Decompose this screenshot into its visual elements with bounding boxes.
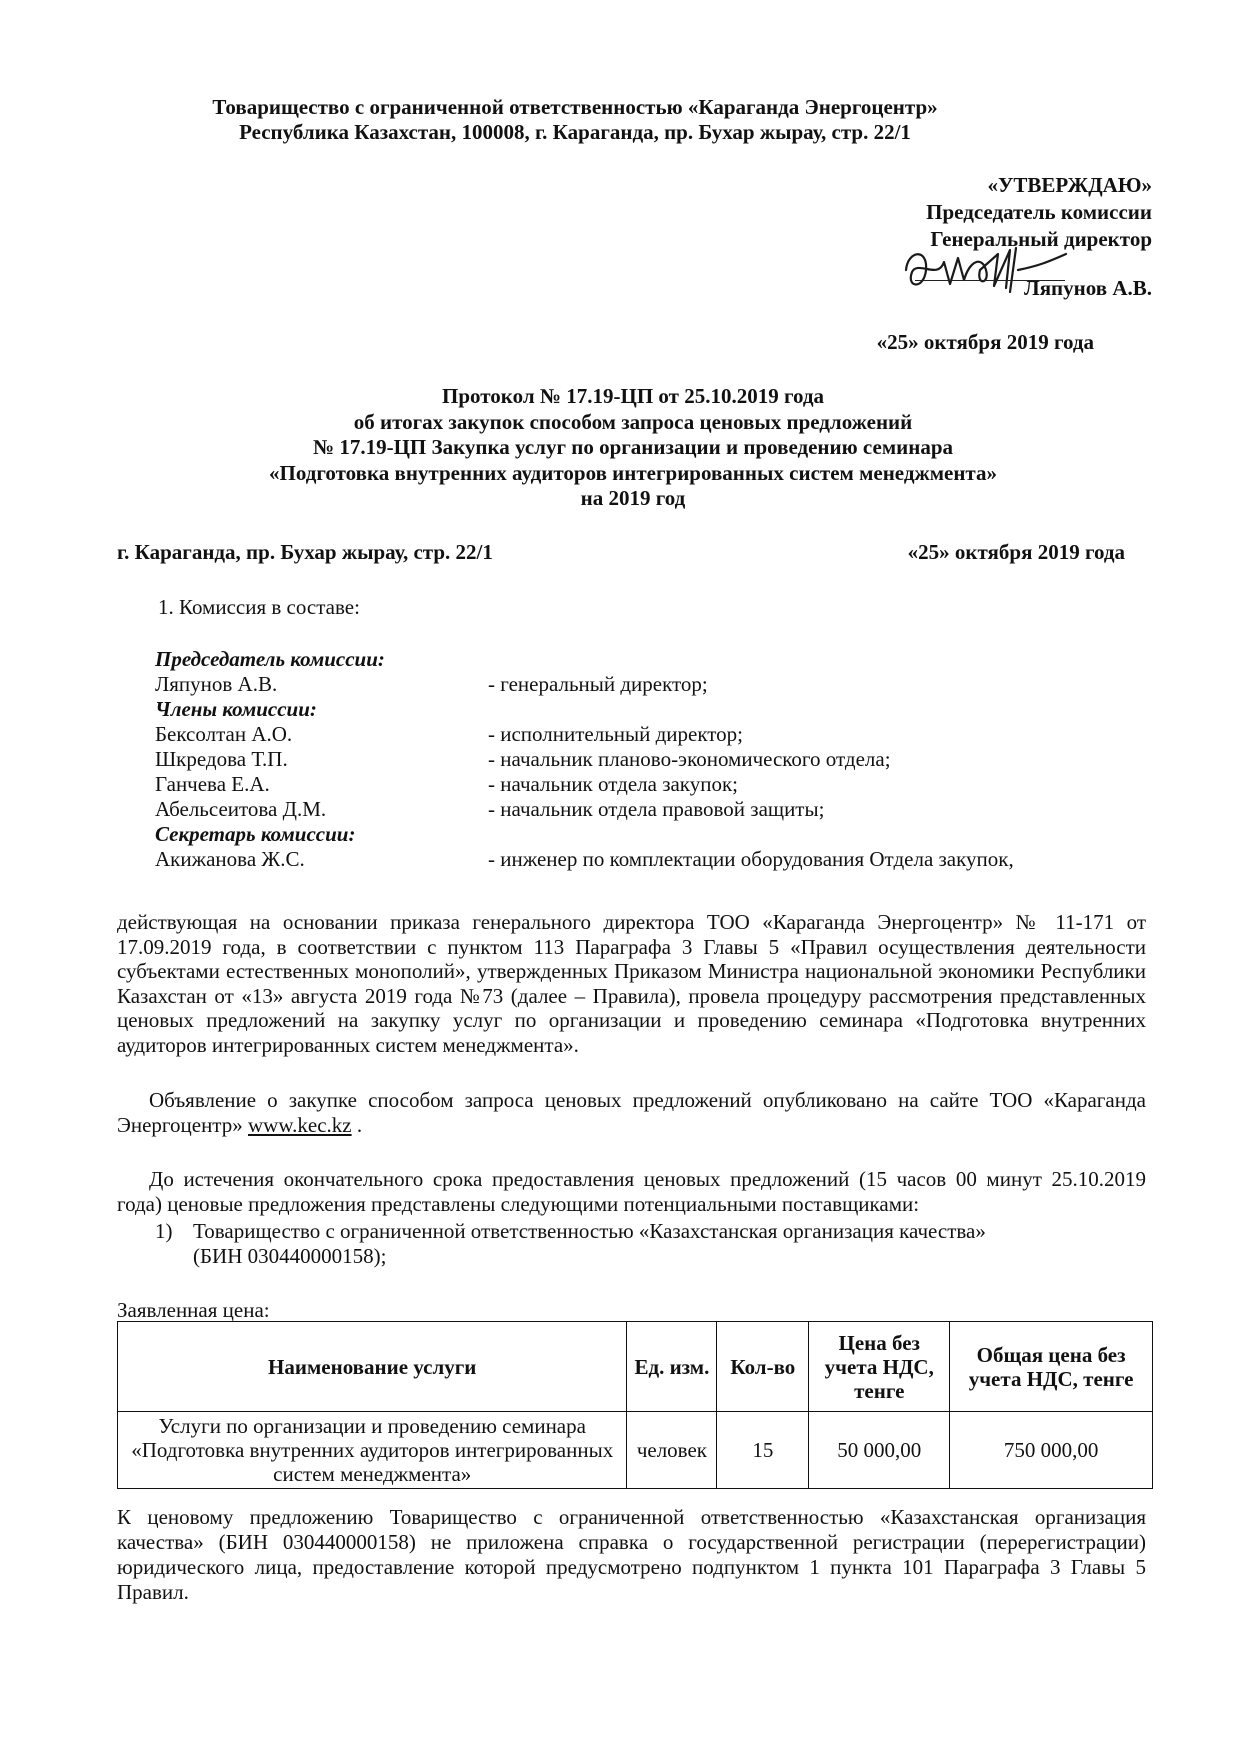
protocol-title-line4: «Подготовка внутренних аудиторов интегрированных систем менеджмента» [269, 460, 997, 485]
basis-paragraph: действующая на основании приказа генерального директора ТОО «Караганда Энергоцентр» № 11-171 от 17.09.2019 года, в соответствии с пунктом 113 Параграфа 3 Главы 5 «Правил осуществления деятельности субъектами естественных монополий», утвержденных Приказом Министра национальной экономики Республики Казахстан от «13» августа 2019 года №73 (далее – Правила), провела процедуру рассмотрения представленных ценовых предложений на закупку услуг по организации и проведению семинара «Подготовка внутренних аудиторов интегрированных систем менеджмента». [117, 910, 1146, 1057]
org-name: Товарищество с ограниченной ответственностью «Караганда Энергоцентр» [212, 95, 938, 119]
cell-unit-price: 50 000,00 [809, 1412, 950, 1489]
header-unit-price: Цена без учета НДС, тенге [809, 1322, 950, 1412]
table-row [118, 1412, 1153, 1489]
member-name: Акижанова Ж.С. [155, 847, 305, 871]
declared-price-label: Заявленная цена: [117, 1298, 270, 1322]
list-item [155, 797, 1115, 822]
org-address: Республика Казахстан, 100008, г. Караганда, пр. Бухар жырау, стр. 22/1 [239, 120, 911, 144]
approval-signer: Ляпунов А.В. [1024, 276, 1152, 300]
cell-service-name: Услуги по организации и проведению семинара «Подготовка внутренних аудиторов интегрированных систем менеджмента» [118, 1412, 627, 1489]
supplier-bin: (БИН 030440000158); [193, 1244, 387, 1268]
list-item [155, 747, 1115, 772]
section-commission-heading: 1. Комиссия в составе: [158, 595, 360, 619]
announcement-tail: . [351, 1112, 363, 1137]
commission-list [155, 647, 1115, 872]
members-heading: Члены комиссии: [155, 697, 317, 721]
chair-heading: Председатель комиссии: [155, 647, 385, 671]
organization-header [0, 95, 1150, 145]
supplier-list-item [155, 1219, 1115, 1269]
member-role: - начальник отдела закупок; [488, 772, 738, 796]
meeting-date: «25» октября 2019 года [907, 540, 1125, 564]
member-role: - начальник отдела правовой защиты; [488, 797, 825, 821]
list-item [155, 847, 1115, 872]
announcement-text: Объявление о закупке способом запроса ценовых предложений опубликовано на сайте ТОО «Караганда Энергоцентр» [117, 1088, 1146, 1137]
protocol-title-line2: об итогах закупок способом запроса ценовых предложений [353, 409, 913, 434]
protocol-title-line3: № 17.19-ЦП Закупка услуг по организации и проведению семинара [312, 435, 954, 459]
website-link[interactable]: www.kec.kz [248, 1112, 352, 1137]
deadline-paragraph: До истечения окончательного срока предоставления ценовых предложений (15 часов 00 минут 25.10.2019 года) ценовые предложения представлены следующими потенциальными поставщиками: [117, 1167, 1146, 1216]
cell-quantity: 15 [717, 1412, 809, 1489]
list-item [155, 722, 1115, 747]
note-paragraph: К ценовому предложению Товарищество с ограниченной ответственностью «Казахстанская организация качества» (БИН 030440000158) не приложена справка о государственной регистрации (перерегистрации) юридического лица, предоставление которой предусмотрено подпунктом 1 пункта 101 Параграфа 3 Главы 5 Правил. [117, 1505, 1146, 1604]
header-service-name: Наименование услуги [118, 1322, 627, 1412]
protocol-title [0, 384, 1240, 512]
table-header-row [118, 1322, 1153, 1412]
approval-date: «25» октября 2019 года [876, 330, 1094, 354]
list-item [155, 772, 1115, 797]
place-date-line [117, 540, 1125, 565]
member-name: Ляпунов А.В. [155, 672, 278, 696]
member-name: Абельсеитова Д.М. [155, 797, 327, 821]
secretary-heading: Секретарь комиссии: [155, 822, 356, 846]
approval-role-director: Генеральный директор [930, 227, 1152, 251]
member-role: - генеральный директор; [488, 672, 708, 696]
announcement-paragraph [117, 1088, 1146, 1137]
member-name: Бексолтан А.О. [155, 722, 293, 746]
protocol-title-line5: на 2019 год [580, 486, 686, 510]
meeting-place: г. Караганда, пр. Бухар жырау, стр. 22/1 [117, 540, 493, 564]
member-role: - начальник планово-экономического отдела; [488, 747, 891, 771]
header-quantity: Кол-во [717, 1322, 809, 1412]
cell-unit: человек [627, 1412, 717, 1489]
member-name: Шкредова Т.П. [155, 747, 288, 771]
header-unit: Ед. изм. [627, 1322, 717, 1412]
supplier-name: Товарищество с ограниченной ответственностью «Казахстанская организация качества» [193, 1219, 986, 1243]
list-item [155, 672, 1115, 697]
member-name: Ганчева Е.А. [155, 772, 270, 796]
cell-total-price: 750 000,00 [950, 1412, 1153, 1489]
member-role: - инженер по комплектации оборудования Отдела закупок, [488, 847, 1014, 871]
price-table [117, 1321, 1153, 1489]
header-total-price: Общая цена без учета НДС, тенге [950, 1322, 1153, 1412]
protocol-title-line1: Протокол № 17.19-ЦП от 25.10.2019 года [442, 384, 824, 408]
approval-role-chair: Председатель комиссии [926, 200, 1152, 224]
supplier-number: 1) [155, 1219, 173, 1243]
approval-title: «УТВЕРЖДАЮ» [987, 173, 1152, 197]
member-role: - исполнительный директор; [488, 722, 744, 746]
